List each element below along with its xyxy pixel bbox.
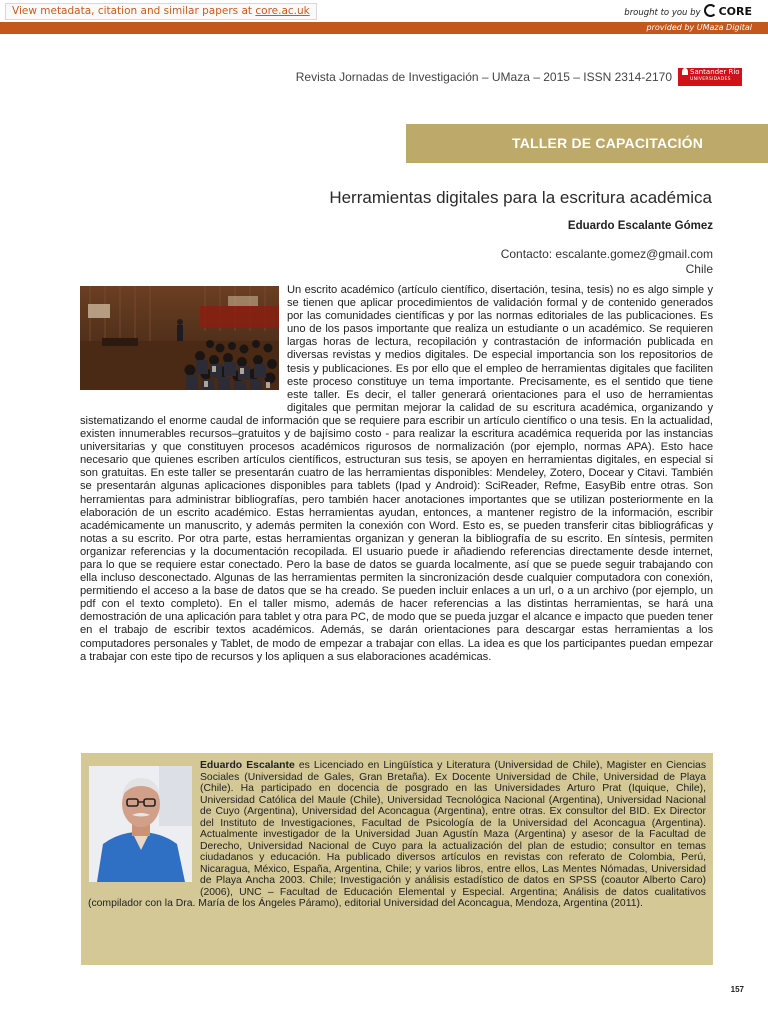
provided-by-text[interactable]: provided by UMaza Digital (646, 23, 752, 32)
page-number: 157 (730, 985, 744, 994)
photo-spacer (80, 284, 287, 404)
article-body (80, 284, 713, 704)
bio-author-name: Eduardo Escalante (200, 760, 295, 771)
journal-header: Revista Jornadas de Investigación – UMaza – 2015 – ISSN 2314-2170 (295, 70, 672, 84)
contact-block (400, 247, 713, 277)
provided-by-bar (0, 22, 768, 34)
core-metadata-text: View metadata, citation and similar papers at (12, 5, 256, 17)
core-banner (0, 0, 768, 23)
author-bio-text (88, 760, 706, 910)
article-title: Herramientas digitales para la escritura académica (329, 188, 712, 207)
section-title: TALLER DE CAPACITACIÓN (512, 135, 704, 151)
bio-body: es Licenciado en Lingüística y Literatura (Universidad de Chile), Magister en Ciencias Sociales (Universidad de Gales, Gran Bretaña). Ex Docente Universidad de Chile, Universidad de Playa (Chile). Ha participado en docencia de posgrado en las Universidades Arturo Prat (Iquique, Chile), Universidad Católica del Maule (Chile), Universidad Tecnológica Nacional (Argentina), Universidad Nacional de Cuyo (Argentina), Universidad del Aconcagua (Argentina), entre otras. Ex consultor del BID. Ex Director del Instituto de Investigaciones, Facultad de Psicología de la Universidad del Aconcagua (Argentina). Actualmente investigador de la Universidad Juan Agustín Maza (Argentina) y asesor de la Facultad de Derecho, Universidad Nacional de Cuyo para la actualización del plan de estudio; consultor en temas ciudadanos y educación. Ha publicado diversos artículos en revistas con referato de Colombia, Perú, Nicaragua, México, España, Argentina, Chile; y varios libros, entre ellos, Las Mentes Nómadas, Universidad de Playa Ancha 2003. Chile; Investigación y análisis estadístico de datos en SPSS (coautor Alberto Caro) (2006), UNC – Facultad de Educación Elemental y Especial. Argentina; Análisis de datos cualitativos (compilador con la Dra. María de los Ángeles Páramo), editorial Universidad del Aconcagua, Mendoza, Argentina (2011). (88, 760, 707, 909)
sponsor-sub: UNIVERSIDADES (690, 77, 731, 82)
brought-to-you-text: brought to you by (624, 8, 701, 18)
section-banner (406, 124, 768, 163)
core-logo-icon (704, 4, 717, 17)
article-body-text: Un escrito académico (artículo científico, disertación, tesina, tesis) no es algo simple y se tienen que aplicar procedimientos de validación formal y de contenido generados por las comunidades científicas y por las normas editoriales de las publicaciones. Es uno de los pasos importante que realiza un estudiante o un académico. Se requieren largas horas de lectura, recopilación y contrastación de información publicada en diversas revistas y medios digitales. De especial importancia son los repositorios de tesis y publicaciones. Es por ello que el empleo de herramientas digitales que faciliten este proceso constituye un tema importante. Precisamente, es el sentido que tiene este taller. Es decir, el taller generará orientaciones para el uso de herramientas digitales que permitan mejorar la calidad de su escritura académica, organizando y sistematizando el enorme caudal de información que se requiere para escribir un artículo científico o una tesis. En la actualidad, existen innumerables recursos–gratuitos y de bajísimo costo - para realizar la escritura académica requerida por las instancias universitarias y que constituyen procesos académicos rigurosos de normalización (por ejemplo, normas APA). Esto hace necesario que quienes escriben artículos científicos, estructuran sus tesis, se apoyen en herramientas digitales, en especial si son gratuitas. En este taller se presentarán cuatro de las herramientas disponibles: Mendeley, Zotero, Docear y Citavi. También se presentarán algunas aplicaciones disponibles para tablets (Ipad y Android): SciReader, Refme, EasyBib entre otras. Son herramientas para administrar bibliografías, pero también hacer anotaciones importantes que se utilizan posteriormente en la elaboración de un escrito académico. Estas herramientas ayudan, entonces, a mantener registro de la información, escribir académicamente un manuscrito, y además permiten la conexión con Word. Esto es, se pueden transferir citas bibliográficas y notas a su escrito. Por otra parte, estas herramientas organizan y generan la bibliografía de su escrito. En síntesis, permiten organizar referencias y la documentación recopilada. El usuario puede ir añadiendo referencias directamente desde internet, para lo que se requiere estar conectado. Pero la base de datos se guarda localmente, así que se puede seguir trabajando con ella incluso desconectado. Algunas de las herramientas permiten la sincronización desde cualquier computadora con conexión, permitiendo el acceso a la base de datos que se ha creado. Se pueden incluir enlaces a un url, o a un archivo (por ejemplo, un pdf con el texto completo). En el taller mismo, además de hacer referencias a las distintas herramientas, se hará una demostración de una aplicación para tablet y otra para PC, de modo que se pueda juzgar el alcance e impacto que pueden tener en el trabajo de escribir textos académicos. Además, se darán orientaciones para descargar estas herramientas a los computadores personales y Tablet, de modo de empezar a trabajar con ellas. La idea es que los participantes puedan empezar a trabajar con este tipo de recursos y los apliquen a sus elaboraciones académicas. (80, 284, 713, 663)
sponsor-name: Santander Río (690, 68, 740, 76)
core-ac-uk-link[interactable]: core.ac.uk (255, 5, 310, 17)
core-metadata-link-box[interactable] (5, 3, 317, 20)
santander-rio-logo (678, 68, 742, 86)
contact-email: Contacto: escalante.gomez@gmail.com (500, 247, 713, 261)
core-logo-text: CORE (718, 5, 752, 18)
contact-country: Chile (685, 262, 713, 276)
article-author: Eduardo Escalante Gómez (567, 220, 713, 232)
portrait-spacer (88, 760, 200, 887)
flame-icon (682, 68, 688, 75)
brought-to-you-by[interactable] (624, 4, 752, 20)
